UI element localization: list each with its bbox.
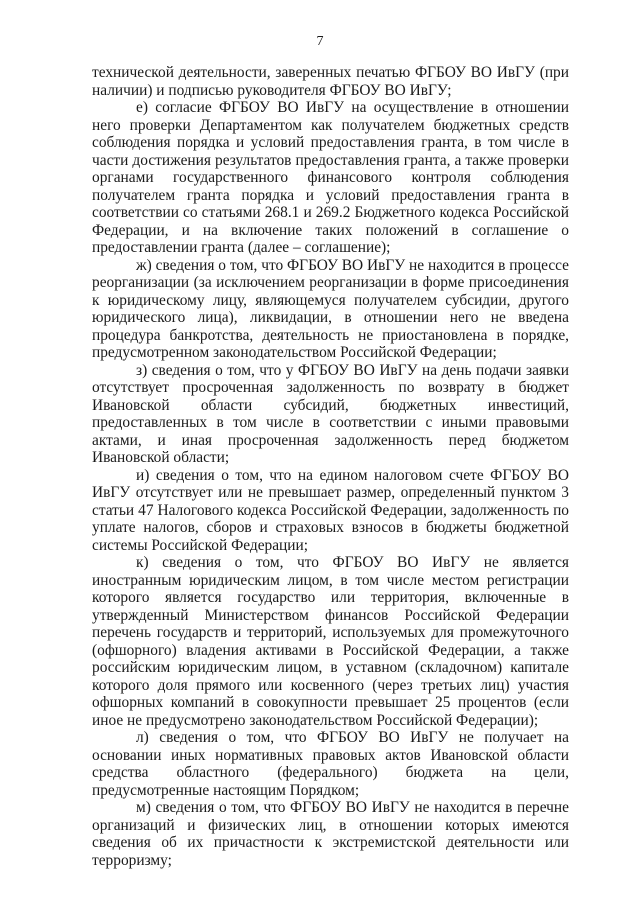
- paragraph-item-z: з) сведения о том, что у ФГБОУ ВО ИвГУ на день подачи заявки отсутствует просроченная задолженность по возврату в бюджет Ивановской области субсидий, бюджетных инвестиций, предоставленных в том числе в соответствии с иными правовыми актами, и иная просроченная задолженность перед бюджетом Ивановской области;: [92, 361, 569, 466]
- paragraph-item-e: е) согласие ФГБОУ ВО ИвГУ на осуществление в отношении него проверки Департаментом как получателем бюджетных средств соблюдения порядка и условий предоставления гранта, в том числе в части достижения результатов предоставления гранта, а также проверки органами государственного финансового контроля соблюдения получателем гранта порядка и условий предоставления гранта в соответствии со статьями 268.1 и 269.2 Бюджетного кодекса Российской Федерации, и на включение таких положений в соглашение о предоставлении гранта (далее – соглашение);: [92, 99, 569, 256]
- paragraph-item-zh: ж) сведения о том, что ФГБОУ ВО ИвГУ не находится в процессе реорганизации (за исключением реорганизации в форме присоединения к юридическому лицу, являющемуся получателем субсидии, другого юридического лица), ликвидации, в отношении него не введена процедура банкротства, деятельность не приостановлена в порядке, предусмотренном законодательством Российской Федерации;: [92, 256, 570, 361]
- paragraph-item-m: м) сведения о том, что ФГБОУ ВО ИвГУ не находится в перечне организаций и физических лиц, в отношении которых имеются сведения об их причастности к экстремистской деятельности или терроризму;: [92, 799, 569, 869]
- paragraph-continuation: технической деятельности, заверенных печатью ФГБОУ ВО ИвГУ (при наличии) и подписью руководителя ФГБОУ ВО ИвГУ;: [92, 64, 569, 99]
- page-number: 7: [316, 34, 324, 49]
- document-body: [92, 64, 569, 869]
- paragraph-item-l: л) сведения о том, что ФГБОУ ВО ИвГУ не получает на основании иных нормативных правовых актов Ивановской области средства областного (федерального) бюджета на цели, предусмотренные настоящим Порядком;: [92, 729, 569, 799]
- paragraph-item-i: и) сведения о том, что на едином налоговом счете ФГБОУ ВО ИвГУ отсутствует или не превышает размер, определенный пунктом 3 статьи 47 Налогового кодекса Российской Федерации, задолженность по уплате налогов, сборов и страховых взносов в бюджеты бюджетной системы Российской Федерации;: [92, 466, 569, 554]
- paragraph-item-k: к) сведения о том, что ФГБОУ ВО ИвГУ не является иностранным юридическим лицом, в том числе местом регистрации которого является государство или территория, включенные в утвержденный Министерством финансов Российской Федерации перечень государств и территорий, используемых для промежуточного (офшорного) владения активами в Российской Федерации, а также российским юридическим лицом, в уставном (складочном) капитале которого доля прямого или косвенного (через третьих лиц) участия офшорных компаний в совокупности превышает 25 процентов (если иное не предусмотрено законодательством Российской Федерации);: [92, 554, 569, 729]
